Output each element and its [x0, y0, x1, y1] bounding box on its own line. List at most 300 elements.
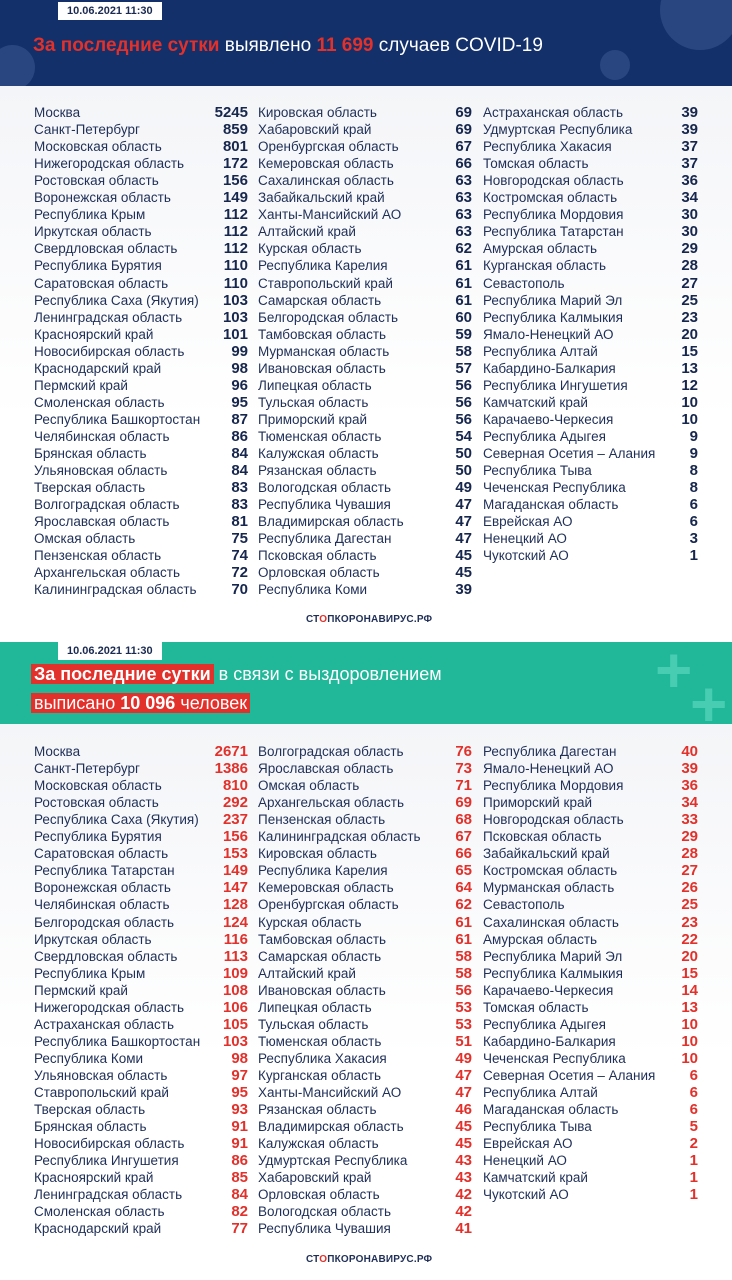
- region-row: [483, 777, 698, 794]
- report-date-2: 10.06.2021 11:30: [58, 642, 162, 660]
- region-name: Вологодская область: [258, 480, 391, 496]
- region-count: 91: [231, 1135, 248, 1153]
- region-name: Магаданская область: [483, 1102, 619, 1118]
- region-count: 39: [455, 581, 472, 599]
- region-count: 149: [222, 862, 248, 880]
- region-count: 36: [681, 172, 698, 190]
- region-count: 10: [681, 393, 698, 411]
- region-count: 71: [455, 777, 472, 795]
- region-row: [34, 292, 248, 309]
- region-row: [483, 513, 698, 530]
- region-count: 1: [689, 1169, 698, 1187]
- region-name: Чукотский АО: [483, 548, 569, 564]
- region-name: Краснодарский край: [34, 1221, 162, 1237]
- region-name: Самарская область: [258, 292, 382, 308]
- region-name: Оренбургская область: [258, 139, 399, 155]
- region-count: 53: [455, 998, 472, 1016]
- region-count: 91: [231, 1118, 248, 1136]
- region-row: [483, 189, 698, 206]
- region-row: [483, 155, 698, 172]
- region-name: Чукотский АО: [483, 1187, 569, 1203]
- region-row: [258, 462, 472, 479]
- region-name: Архангельская область: [34, 565, 181, 581]
- region-row: [483, 1135, 698, 1152]
- region-row: [34, 394, 248, 411]
- region-row: [34, 206, 248, 223]
- region-count: 67: [455, 138, 472, 156]
- region-row: [483, 411, 698, 428]
- logo-mark: О: [319, 614, 328, 625]
- region-row: [34, 1067, 248, 1084]
- region-name: Курская область: [258, 241, 362, 257]
- region-count: 2671: [214, 743, 248, 760]
- region-row: [258, 760, 472, 777]
- region-count: 93: [231, 1101, 248, 1119]
- region-name: Республика Алтай: [483, 1085, 598, 1100]
- region-count: 39: [681, 121, 698, 139]
- region-name: Новосибирская область: [34, 343, 185, 359]
- region-count: 61: [455, 930, 472, 948]
- region-count: 63: [455, 223, 472, 241]
- region-row: [34, 845, 248, 862]
- region-row: [483, 377, 698, 394]
- region-name: Курганская область: [483, 258, 607, 274]
- region-count: 22: [681, 930, 698, 948]
- region-count: 30: [681, 206, 698, 224]
- region-row: [258, 240, 472, 257]
- region-count: 73: [455, 760, 472, 778]
- region-row: [483, 1084, 698, 1101]
- region-name: Тверская область: [34, 480, 146, 496]
- region-name: Новосибирская область: [34, 1136, 185, 1152]
- region-name: Приморский край: [258, 411, 368, 427]
- region-name: Камчатский край: [483, 1170, 588, 1186]
- region-count: 108: [222, 981, 248, 999]
- region-row: [483, 343, 698, 360]
- region-count: 801: [222, 138, 248, 156]
- region-row: [483, 1118, 698, 1135]
- region-count: 156: [222, 172, 248, 190]
- region-row: [483, 999, 698, 1016]
- region-row: [483, 275, 698, 292]
- stopcoronavirus-logo-2: [306, 1254, 432, 1265]
- region-count: 47: [455, 513, 472, 531]
- region-count: 39: [681, 760, 698, 778]
- region-count: 112: [223, 240, 248, 258]
- region-name: Омская область: [34, 531, 136, 547]
- region-count: 49: [455, 1049, 472, 1067]
- region-name: Кемеровская область: [258, 156, 394, 172]
- region-count: 68: [455, 811, 472, 829]
- region-name: Курганская область: [258, 1067, 382, 1083]
- region-row: [483, 309, 698, 326]
- region-count: 10: [681, 1049, 698, 1067]
- region-name: Воронежская область: [34, 880, 171, 896]
- region-row: [258, 513, 472, 530]
- region-name: Саратовская область: [34, 846, 169, 862]
- region-count: 147: [222, 879, 248, 897]
- region-row: [483, 1033, 698, 1050]
- region-row: [34, 1084, 248, 1101]
- region-row: [34, 1033, 248, 1050]
- region-name: Ставропольский край: [34, 1085, 169, 1100]
- region-name: Краснодарский край: [34, 360, 162, 376]
- region-count: 86: [231, 427, 248, 445]
- region-count: 25: [681, 291, 698, 309]
- region-row: [483, 292, 698, 309]
- region-row: [483, 1050, 698, 1067]
- region-count: 6: [689, 1066, 698, 1084]
- region-count: 859: [222, 121, 248, 139]
- region-count: 6: [689, 513, 698, 531]
- region-row: [258, 965, 472, 982]
- region-row: [258, 982, 472, 999]
- region-count: 96: [231, 376, 248, 394]
- region-name: Ленинградская область: [34, 1187, 183, 1203]
- region-name: Республика Тыва: [483, 463, 592, 479]
- region-row: [34, 828, 248, 845]
- region-name: Амурская область: [483, 241, 598, 257]
- region-count: 1: [689, 1152, 698, 1170]
- region-count: 53: [455, 1015, 472, 1033]
- region-count: 8: [689, 462, 698, 480]
- region-count: 112: [223, 223, 248, 241]
- region-name: Новгородская область: [483, 812, 624, 828]
- region-count: 46: [455, 1101, 472, 1119]
- region-count: 12: [681, 376, 698, 394]
- region-name: Ханты-Мансийский АО: [258, 207, 402, 223]
- headline-cases-count: 11 699: [316, 35, 374, 56]
- region-row: [483, 1067, 698, 1084]
- region-count: 29: [681, 828, 698, 846]
- region-count: 54: [455, 427, 472, 445]
- region-row: [483, 743, 698, 760]
- region-count: 74: [231, 547, 248, 565]
- region-row: [258, 530, 472, 547]
- region-count: 2: [689, 1135, 698, 1153]
- region-count: 51: [455, 1032, 472, 1050]
- region-row: [34, 360, 248, 377]
- region-count: 20: [681, 325, 698, 343]
- region-row: [258, 138, 472, 155]
- region-row: [258, 1220, 472, 1237]
- headline-recoveries-count: 10 096: [120, 693, 176, 713]
- region-name: Республика Ингушетия: [483, 377, 628, 393]
- region-row: [34, 564, 248, 581]
- region-count: 109: [222, 964, 248, 982]
- region-name: Красноярский край: [34, 326, 154, 342]
- region-row: [34, 155, 248, 172]
- region-count: 65: [455, 862, 472, 880]
- region-count: 1: [689, 1186, 698, 1204]
- region-name: Мурманская область: [258, 343, 390, 359]
- region-name: Орловская область: [258, 565, 380, 581]
- region-name: Орловская область: [258, 1187, 380, 1203]
- region-count: 61: [455, 257, 472, 275]
- region-count: 103: [222, 1032, 248, 1050]
- region-row: [258, 948, 472, 965]
- region-name: Кабардино-Балкария: [483, 1033, 616, 1049]
- region-name: Пермский край: [34, 982, 128, 998]
- region-row: [34, 1016, 248, 1033]
- region-count: 61: [455, 291, 472, 309]
- region-name: Тюменская область: [258, 428, 382, 444]
- report-date: 10.06.2021 11:30: [58, 2, 162, 20]
- region-name: Удмуртская Республика: [258, 1153, 408, 1169]
- region-row: [258, 445, 472, 462]
- region-name: Челябинская область: [34, 897, 170, 913]
- region-count: 6: [689, 1084, 698, 1101]
- region-name: Тамбовская область: [258, 931, 387, 947]
- region-count: 50: [455, 462, 472, 480]
- region-count: 13: [681, 998, 698, 1016]
- region-row: [258, 360, 472, 377]
- region-name: Иркутская область: [34, 224, 152, 240]
- region-name: Владимирская область: [258, 514, 404, 530]
- region-count: 61: [455, 274, 472, 292]
- region-name: Брянская область: [34, 446, 147, 461]
- region-row: [483, 257, 698, 274]
- region-count: 37: [681, 138, 698, 156]
- cases-banner: [0, 0, 732, 86]
- region-row: [483, 965, 698, 982]
- region-name: Ненецкий АО: [483, 531, 567, 547]
- region-row: [34, 811, 248, 828]
- region-row: [258, 411, 472, 428]
- region-count: 85: [231, 1169, 248, 1187]
- region-name: Алтайский край: [258, 224, 356, 240]
- region-row: [34, 896, 248, 913]
- region-row: [258, 896, 472, 913]
- region-count: 1386: [214, 760, 248, 778]
- region-row: [258, 811, 472, 828]
- region-name: Ямало-Ненецкий АО: [483, 761, 614, 777]
- region-name: Республика Алтай: [483, 343, 598, 359]
- region-name: Московская область: [34, 778, 162, 794]
- region-row: [258, 1016, 472, 1033]
- region-row: [483, 360, 698, 377]
- region-name: Иркутская область: [34, 931, 152, 947]
- region-count: 83: [231, 479, 248, 497]
- region-row: [483, 1152, 698, 1169]
- region-name: Ярославская область: [258, 761, 394, 777]
- region-count: 75: [231, 530, 248, 548]
- region-name: Республика Мордовия: [483, 778, 624, 794]
- region-row: [34, 931, 248, 948]
- region-name: Ленинградская область: [34, 309, 183, 325]
- region-count: 62: [455, 896, 472, 914]
- region-count: 41: [455, 1220, 472, 1238]
- region-name: Санкт-Петербург: [34, 761, 140, 777]
- region-count: 56: [455, 981, 472, 999]
- region-name: Республика Татарстан: [483, 224, 624, 240]
- region-name: Астраханская область: [34, 1016, 175, 1032]
- region-row: [34, 794, 248, 811]
- region-count: 72: [231, 564, 248, 582]
- region-count: 63: [455, 189, 472, 207]
- region-row: [34, 862, 248, 879]
- region-name: Москва: [34, 105, 81, 120]
- region-row: [258, 172, 472, 189]
- region-count: 47: [455, 1066, 472, 1084]
- region-name: Еврейская АО: [483, 514, 573, 530]
- region-count: 156: [222, 828, 248, 846]
- region-name: Московская область: [34, 139, 162, 155]
- region-row: [483, 862, 698, 879]
- region-row: [483, 982, 698, 999]
- headline-verb: выявлено: [219, 35, 317, 56]
- region-name: Республика Татарстан: [34, 863, 175, 879]
- region-name: Ивановская область: [258, 360, 386, 376]
- region-count: 34: [681, 794, 698, 812]
- region-row: [34, 948, 248, 965]
- region-row: [34, 1101, 248, 1118]
- region-count: 116: [223, 930, 248, 948]
- region-name: Астраханская область: [483, 105, 624, 120]
- region-name: Севастополь: [483, 897, 565, 913]
- region-row: [258, 292, 472, 309]
- region-name: Хабаровский край: [258, 122, 372, 138]
- region-name: Ставропольский край: [258, 275, 393, 291]
- region-name: Республика Карелия: [258, 863, 388, 879]
- region-row: [258, 879, 472, 896]
- region-name: Северная Осетия – Алания: [483, 446, 656, 461]
- region-name: Кемеровская область: [258, 880, 394, 896]
- region-count: 98: [231, 359, 248, 377]
- region-name: Смоленская область: [34, 1204, 165, 1220]
- region-name: Томская область: [483, 156, 589, 172]
- logo-text-end: ПКОРОНАВИРУС.РФ: [327, 614, 433, 625]
- region-count: 10: [681, 1032, 698, 1050]
- region-row: [483, 1101, 698, 1118]
- region-count: 45: [455, 547, 472, 565]
- region-name: Воронежская область: [34, 190, 171, 206]
- headline-period-2: За последние сутки: [31, 664, 214, 684]
- region-row: [258, 428, 472, 445]
- region-name: Липецкая область: [258, 999, 372, 1015]
- stopcoronavirus-logo: [306, 614, 432, 625]
- logo-mark: О: [319, 1254, 328, 1265]
- region-count: 67: [455, 828, 472, 846]
- region-count: 42: [455, 1203, 472, 1221]
- region-name: Самарская область: [258, 948, 382, 964]
- region-name: Республика Саха (Якутия): [34, 292, 199, 308]
- region-row: [483, 896, 698, 913]
- headline-discharged: выписано: [34, 693, 121, 713]
- region-count: 66: [455, 155, 472, 173]
- region-name: Республика Чувашия: [258, 497, 391, 513]
- region-count: 95: [231, 1084, 248, 1101]
- region-name: Республика Адыгея: [483, 428, 606, 444]
- region-count: 5: [689, 1118, 698, 1136]
- region-row: [258, 343, 472, 360]
- region-count: 56: [455, 410, 472, 428]
- region-count: 128: [222, 896, 248, 914]
- region-count: 69: [455, 121, 472, 139]
- region-name: Саратовская область: [34, 275, 169, 291]
- region-name: Рязанская область: [258, 463, 377, 479]
- region-row: [34, 104, 248, 121]
- region-name: Республика Хакасия: [483, 139, 612, 155]
- region-count: 47: [455, 1084, 472, 1101]
- region-name: Новгородская область: [483, 173, 624, 189]
- region-name: Волгоградская область: [258, 744, 404, 759]
- region-count: 84: [231, 445, 248, 462]
- headline-people: человек: [175, 693, 248, 713]
- region-count: 45: [455, 564, 472, 582]
- region-row: [258, 257, 472, 274]
- region-name: Ростовская область: [34, 795, 159, 811]
- region-count: 47: [455, 530, 472, 548]
- region-count: 70: [231, 581, 248, 599]
- region-row: [34, 1220, 248, 1237]
- region-name: Республика Калмыкия: [483, 309, 623, 325]
- region-name: Ненецкий АО: [483, 1153, 567, 1169]
- region-row: [34, 496, 248, 513]
- region-count: 42: [455, 1186, 472, 1204]
- region-row: [258, 743, 472, 760]
- region-count: 8: [689, 479, 698, 497]
- region-name: Томская область: [483, 999, 589, 1015]
- region-row: [34, 1203, 248, 1220]
- region-count: 37: [681, 155, 698, 173]
- region-name: Забайкальский край: [483, 846, 610, 862]
- region-row: [483, 914, 698, 931]
- region-row: [34, 1152, 248, 1169]
- region-count: 3: [689, 530, 698, 548]
- region-name: Сахалинская область: [258, 173, 394, 189]
- region-count: 39: [681, 104, 698, 121]
- region-name: Белгородская область: [34, 914, 175, 930]
- region-row: [34, 445, 248, 462]
- region-count: 95: [231, 393, 248, 411]
- region-count: 10: [681, 410, 698, 428]
- region-count: 58: [455, 964, 472, 982]
- region-name: Калининградская область: [258, 829, 421, 845]
- region-name: Северная Осетия – Алания: [483, 1067, 656, 1083]
- region-count: 87: [231, 410, 248, 428]
- region-name: Тульская область: [258, 394, 369, 410]
- region-name: Белгородская область: [258, 309, 399, 325]
- region-row: [34, 189, 248, 206]
- region-count: 101: [222, 325, 248, 343]
- region-row: [258, 394, 472, 411]
- region-row: [483, 794, 698, 811]
- region-name: Республика Бурятия: [34, 829, 162, 845]
- region-row: [34, 513, 248, 530]
- region-row: [34, 121, 248, 138]
- region-name: Липецкая область: [258, 377, 372, 393]
- region-count: 810: [222, 777, 248, 795]
- region-count: 36: [681, 777, 698, 795]
- cases-headline: [33, 34, 543, 58]
- region-name: Магаданская область: [483, 497, 619, 513]
- region-row: [483, 1016, 698, 1033]
- region-row: [258, 1135, 472, 1152]
- region-count: 77: [231, 1220, 248, 1238]
- region-row: [483, 428, 698, 445]
- region-name: Курская область: [258, 914, 362, 930]
- region-row: [258, 104, 472, 121]
- region-name: Забайкальский край: [258, 190, 385, 206]
- region-row: [483, 104, 698, 121]
- region-row: [34, 138, 248, 155]
- region-row: [34, 743, 248, 760]
- region-row: [483, 121, 698, 138]
- region-name: Республика Тыва: [483, 1119, 592, 1135]
- region-name: Амурская область: [483, 931, 598, 947]
- headline-suffix: случаев COVID-19: [373, 35, 543, 56]
